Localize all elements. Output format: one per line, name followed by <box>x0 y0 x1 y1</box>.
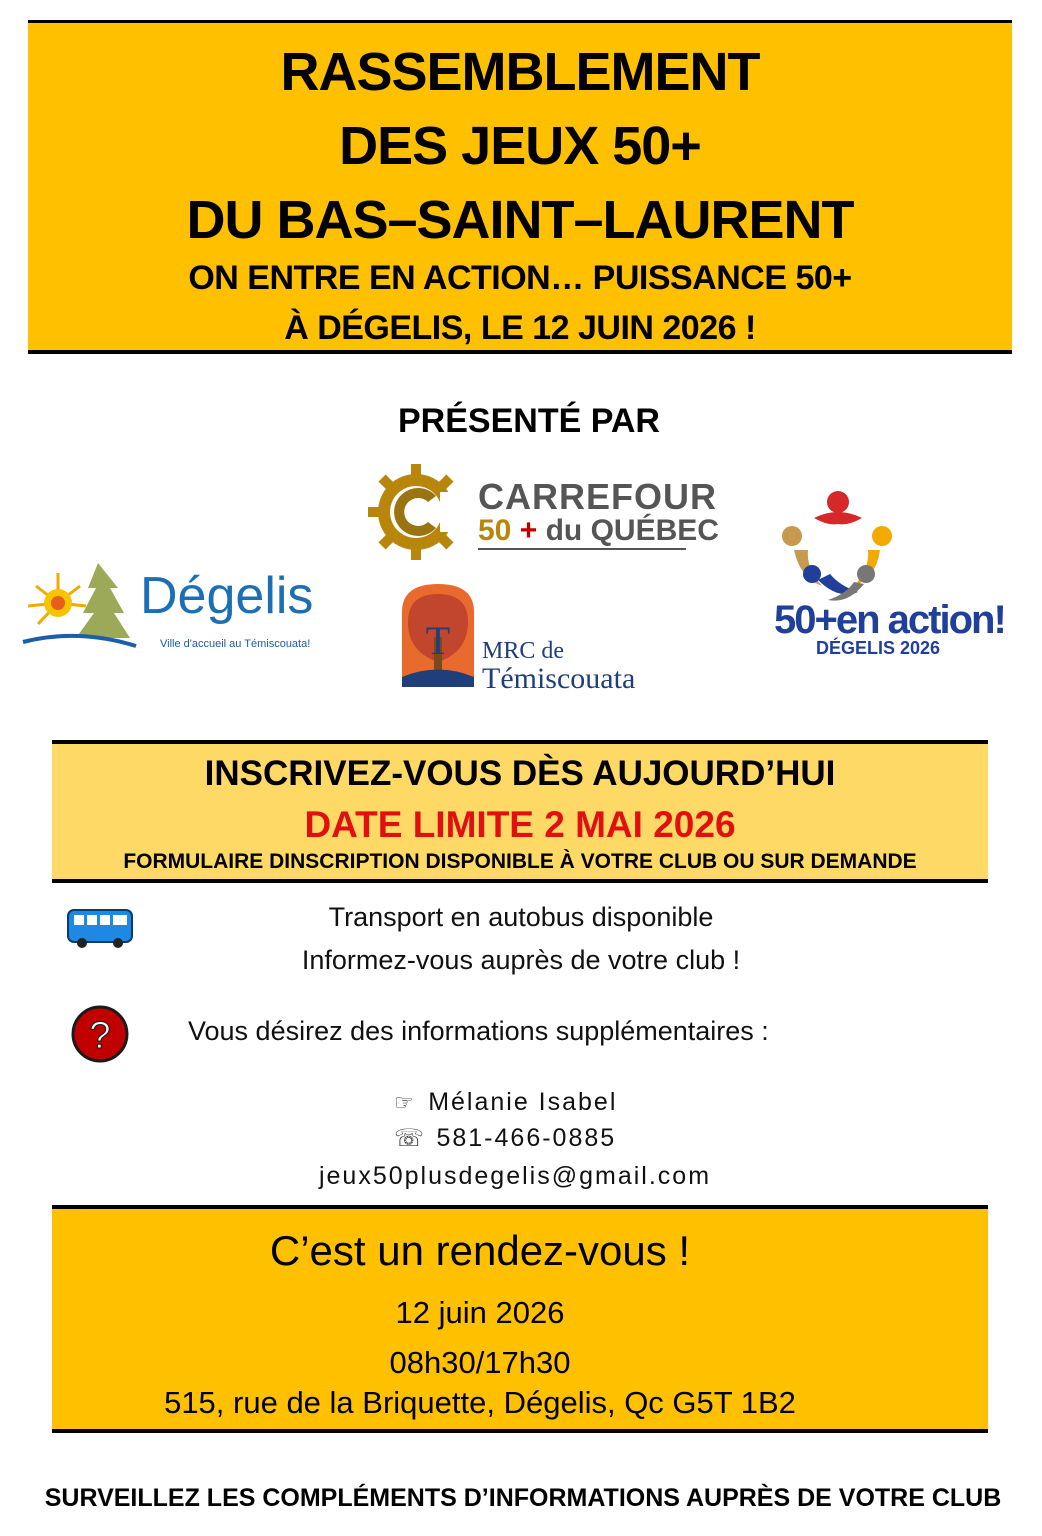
contact-phone-row <box>394 1124 794 1153</box>
mrc-line2: Témiscouata <box>482 662 636 695</box>
transport-line1: Transport en autobus disponible <box>328 902 714 932</box>
carrefour-underline <box>478 548 686 550</box>
svg-text:T: T <box>425 618 451 663</box>
rendezvous-date: 12 juin 2026 <box>395 1295 565 1330</box>
rendezvous-title: C’est un rendez-vous ! <box>269 1227 691 1274</box>
presented-by-label: PRÉSENTÉ PAR <box>398 402 660 440</box>
jeux-action-logo <box>768 488 1005 668</box>
carrefour-name: CARREFOUR <box>478 476 717 517</box>
carrefour-plus: + <box>519 514 538 547</box>
registration-deadline: DATE LIMITE 2 MAI 2026 <box>304 804 736 845</box>
header-banner <box>28 20 1012 354</box>
carrefour-quebec: du QUÉBEC <box>545 514 719 547</box>
rendezvous-box <box>52 1205 988 1433</box>
mrc-temiscouata-logo <box>398 582 678 694</box>
carrefour-gear-icon <box>366 462 466 562</box>
action-title: 50+en action! <box>774 598 1005 642</box>
header-date-place: À DÉGELIS, LE 12 JUIN 2026 ! <box>284 309 756 347</box>
registration-title: INSCRIVEZ-VOUS DÈS AUJOURD’HUI <box>204 754 836 793</box>
svg-text:?: ? <box>89 1015 111 1057</box>
pointing-hand-icon: ☞ <box>394 1090 414 1115</box>
footer-note: SURVEILLEZ LES COMPLÉMENTS D’INFORMATIONS AUPRÈS DE VOTRE CLUB <box>44 1484 1002 1512</box>
header-title-line1: RASSEMBLEMENT <box>280 42 760 102</box>
mrc-tree-icon <box>398 582 478 692</box>
registration-box <box>52 740 988 883</box>
header-title-line3: DU BAS–SAINT–LAURENT <box>186 190 854 250</box>
header-title-line2: DES JEUX 50+ <box>339 116 701 176</box>
rendezvous-address: 515, rue de la Briquette, Dégelis, Qc G5T 1B2 <box>164 1385 796 1420</box>
transport-line2: Informez-vous auprès de votre club ! <box>301 945 741 975</box>
degelis-logo <box>18 558 318 658</box>
contact-email[interactable]: jeux50plusdegelis@gmail.com <box>318 1162 712 1190</box>
carrefour-logo <box>366 462 719 562</box>
telephone-icon: ☏ <box>394 1125 425 1152</box>
carrefour-subtitle <box>478 514 719 548</box>
degelis-tagline: Ville d'accueil au Témiscouata! <box>160 638 311 650</box>
mrc-line1: MRC de <box>482 638 565 664</box>
rendezvous-hours: 08h30/17h30 <box>389 1345 571 1380</box>
contact-name: Mélanie Isabel <box>428 1088 618 1116</box>
degelis-name: Dégelis <box>140 567 314 625</box>
info-question: Vous désirez des informations supplémentaires : <box>188 1016 769 1046</box>
action-figures-icon <box>778 488 898 608</box>
contact-name-row <box>394 1088 794 1117</box>
carrefour-50: 50 <box>478 514 512 547</box>
question-icon <box>70 1004 130 1064</box>
contact-phone[interactable]: 581-466-0885 <box>436 1124 617 1152</box>
degelis-sun-tree-icon <box>18 558 138 658</box>
header-slogan: ON ENTRE EN ACTION… PUISSANCE 50+ <box>188 259 852 297</box>
registration-form-note: FORMULAIRE DINSCRIPTION DISPONIBLE À VOTRE CLUB OU SUR DEMANDE <box>123 850 917 873</box>
action-subtitle: DÉGELIS 2026 <box>816 638 941 658</box>
